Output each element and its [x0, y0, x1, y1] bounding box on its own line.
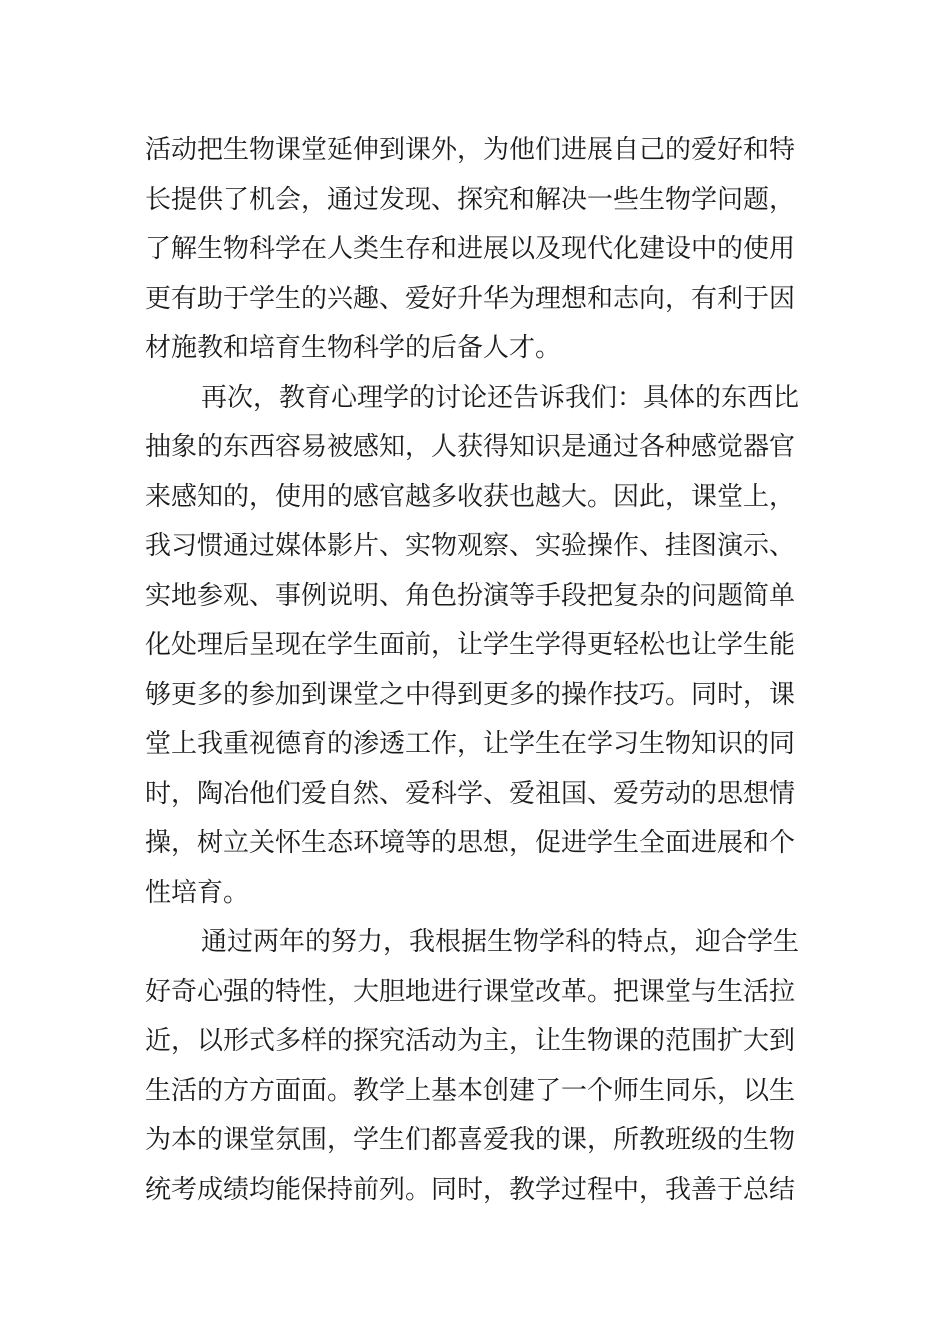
text-line: 材施教和培育生物科学的后备人才。: [145, 333, 562, 363]
paragraph-first-line: 通过两年的努力，我根据生物学科的特点，迎合学生: [201, 927, 800, 957]
text-line: 活动把生物课堂延伸到课外，为他们进展自己的爱好和特: [145, 135, 796, 165]
text-line: 近，以形式多样的探究活动为主，让生物课的范围扩大到: [145, 1026, 796, 1056]
text-line: 抽象的东西容易被感知，人获得知识是通过各种感觉器官: [145, 432, 796, 462]
paragraph-first-line: 再次，教育心理学的讨论还告诉我们：具体的东西比: [201, 382, 800, 413]
text-line: 了解生物科学在人类生存和进展以及现代化建设中的使用: [145, 234, 796, 264]
document-body: [145, 126, 810, 1215]
text-line: 长提供了机会，通过发现、探究和解决一些生物学问题，: [145, 184, 796, 215]
text-line: 好奇心强的特性，大胆地进行课堂改革。把课堂与生活拉: [145, 976, 796, 1007]
text-line: 更有助于学生的兴趣、爱好升华为理想和志向，有利于因: [145, 283, 796, 314]
text-line: 实地参观、事例说明、角色扮演等手段把复杂的问题简单: [145, 580, 796, 611]
text-line: 我习惯通过媒体影片、实物观察、实验操作、挂图演示、: [145, 531, 796, 561]
text-line: 性培育。: [145, 877, 250, 908]
text-line: 统考成绩均能保持前列。同时，教学过程中，我善于总结: [145, 1174, 796, 1205]
text-line: 时，陶冶他们爱自然、爱科学、爱祖国、爱劳动的思想情: [145, 778, 796, 809]
text-line: 生活的方方面面。教学上基本创建了一个师生同乐，以生: [145, 1075, 796, 1106]
text-line: 堂上我重视德育的渗透工作，让学生在学习生物知识的同: [145, 729, 796, 759]
text-line: 来感知的，使用的感官越多收获也越大。因此，课堂上，: [145, 481, 796, 512]
text-line: 操，树立关怀生态环境等的思想，促进学生全面进展和个: [145, 828, 796, 858]
text-line: 为本的课堂氛围，学生们都喜爱我的课，所教班级的生物: [145, 1125, 796, 1155]
text-line: 够更多的参加到课堂之中得到更多的操作技巧。同时，课: [145, 679, 796, 710]
text-line: 化处理后呈现在学生面前，让学生学得更轻松也让学生能: [145, 630, 796, 660]
